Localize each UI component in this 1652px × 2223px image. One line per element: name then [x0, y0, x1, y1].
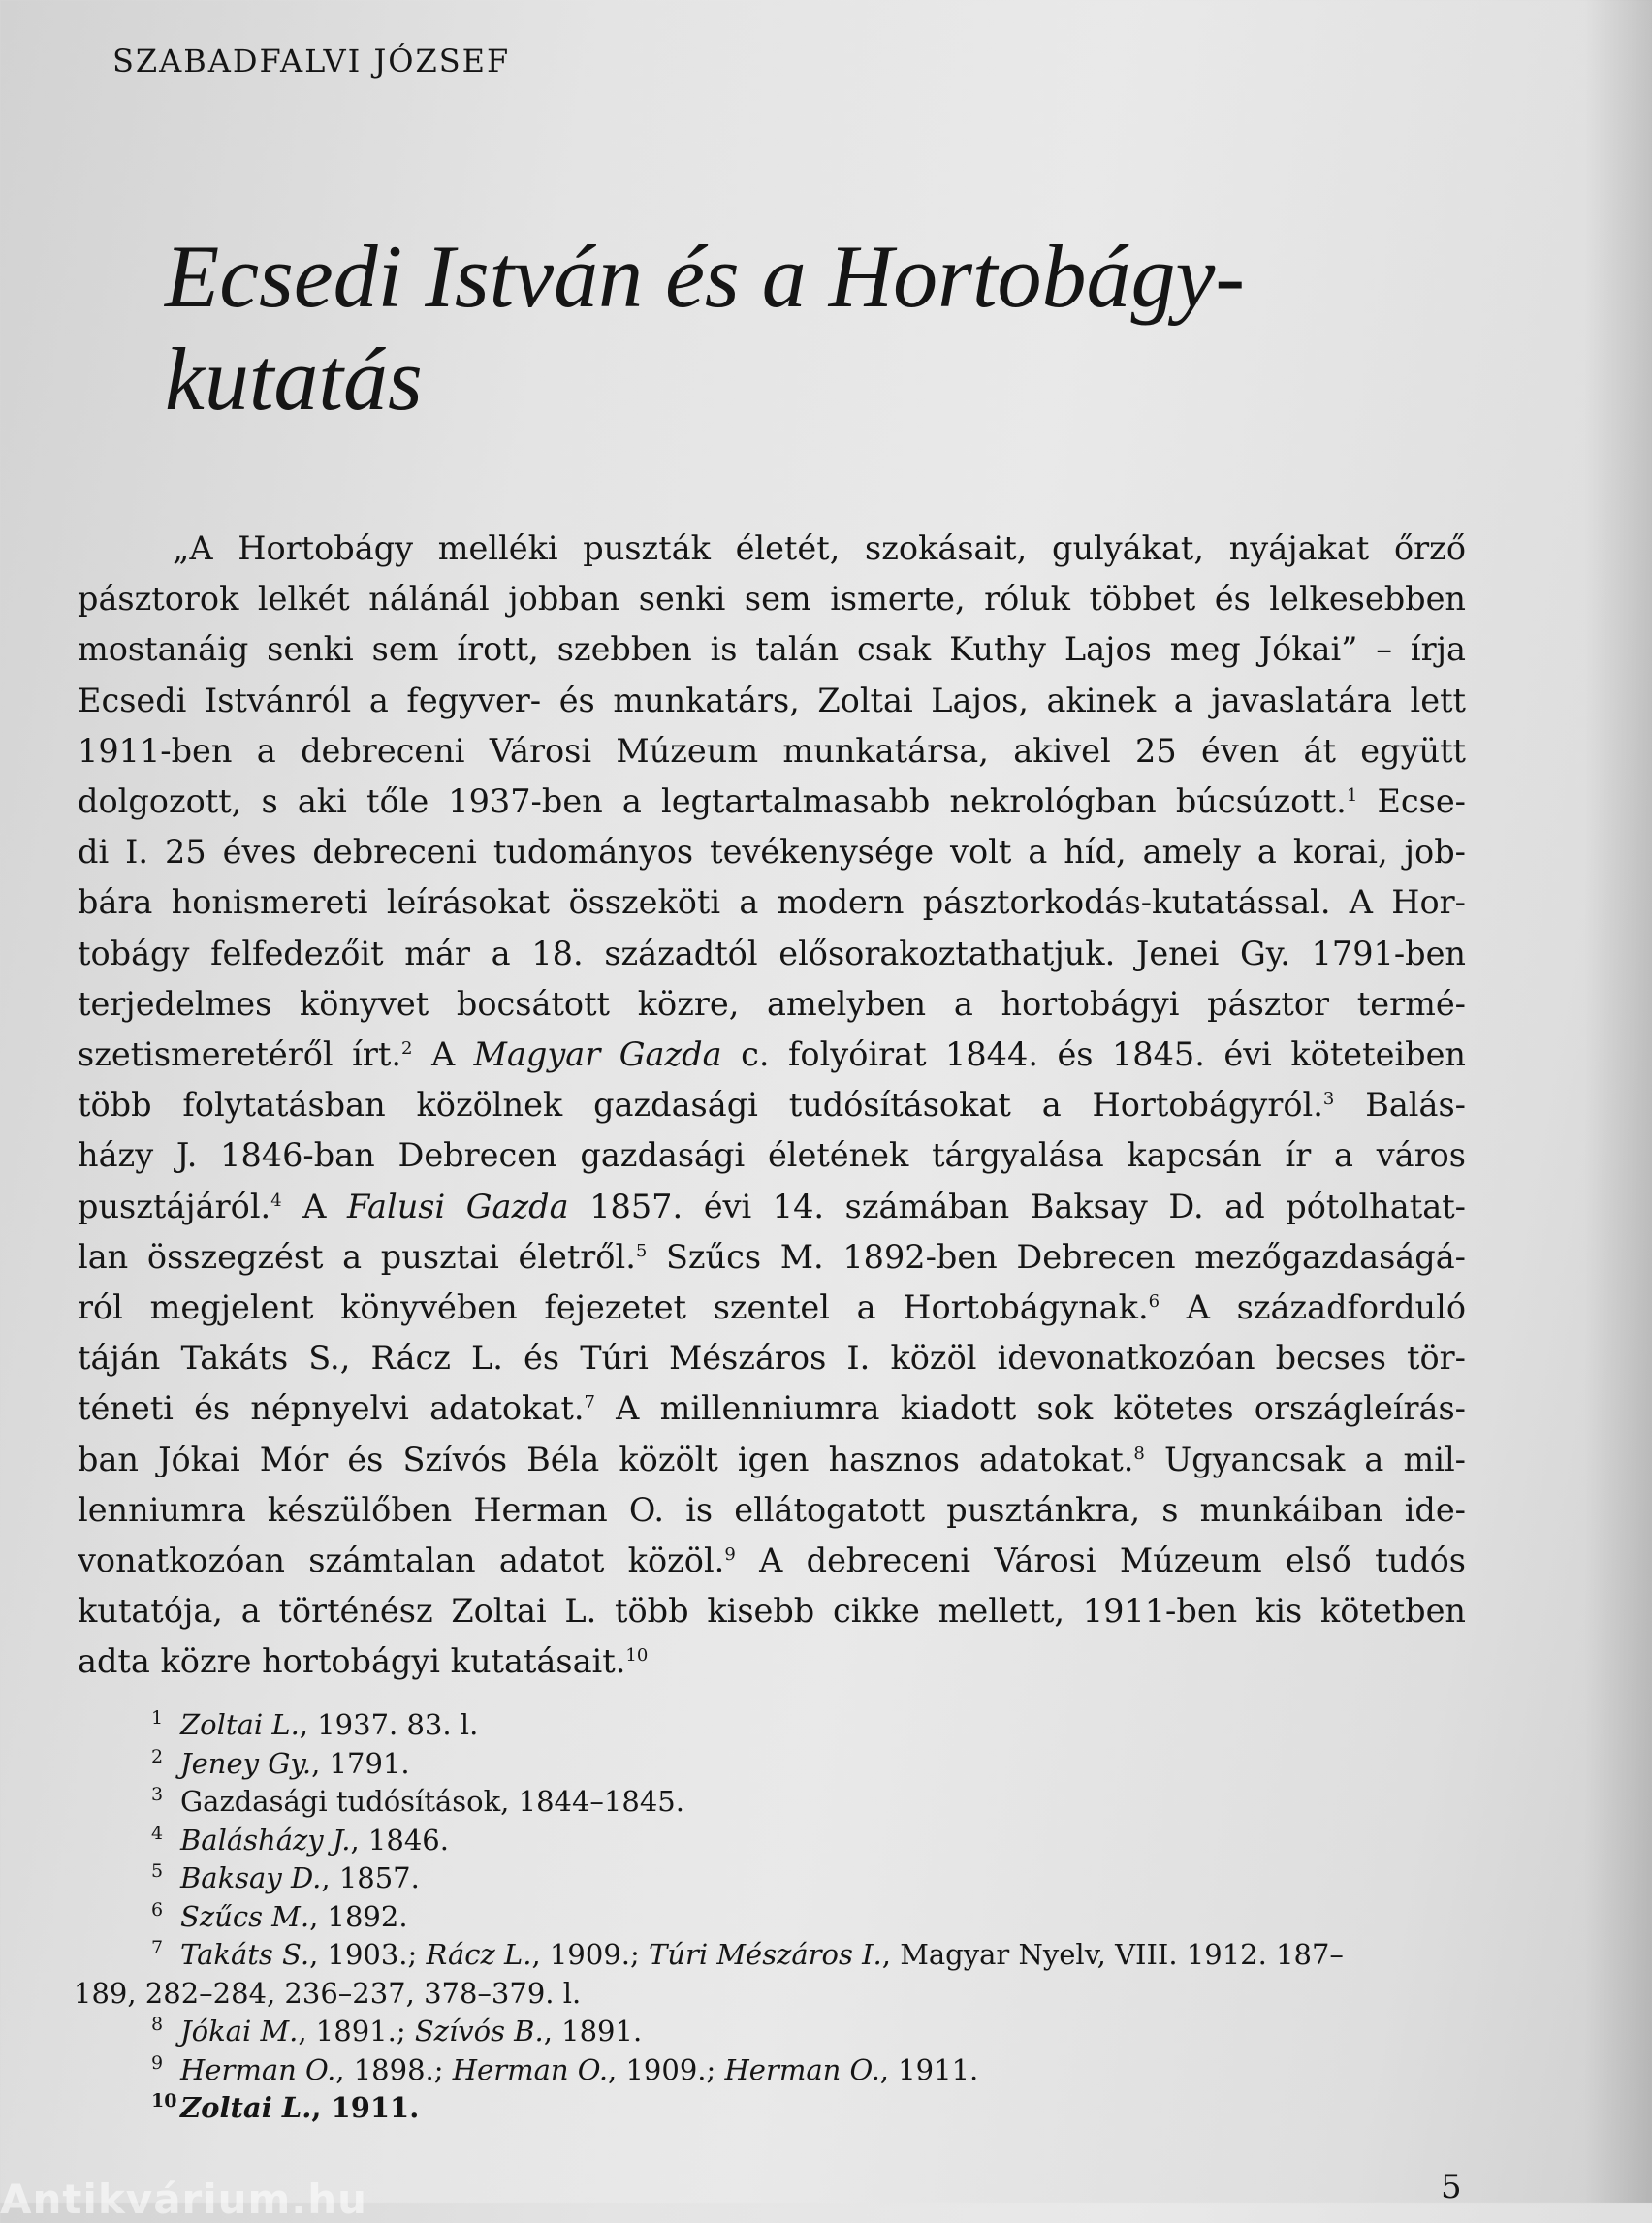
body-line: lenniumra készülőben Herman O. is ellátogatott pusztánkra, s munkáiban ide- — [78, 1490, 1466, 1529]
body-line: lan összegzést a pusztai életről.$^5$ Szűcs M. 1892-ben Debrecen mezőgazdaságá- — [78, 1237, 1466, 1276]
body-line: mostanáig senki sem írott, szebben is talán csak Kuthy Lajos meg Jókai” – írja — [78, 630, 1466, 669]
footnote-item: 2 Jeney Gy., 1791. — [151, 1745, 410, 1780]
footnote-ref: 4 — [270, 1190, 282, 1211]
body-line: adta közre hortobágyi kutatásait.$^{10}$ — [78, 1642, 649, 1681]
body-line: több folytatásban közölnek gazdasági tudósításokat a Hortobágyról.$^3$ Balás- — [78, 1086, 1466, 1125]
body-line: 1911-ben a debreceni Városi Múzeum munkatársa, akivel 25 éven át együtt — [78, 731, 1466, 770]
body-line: „A Hortobágy melléki puszták életét, szokásait, gulyákat, nyájakat őrző — [173, 529, 1466, 567]
footnote-ref: 8 — [1133, 1443, 1145, 1464]
footnote-ref: 6 — [1148, 1290, 1160, 1312]
footnote-ref: 7 — [584, 1392, 595, 1413]
body-line: téneti és népnyelvi adatokat.$^7$ A millenniumra kiadott sok kötetes országleírás- — [78, 1389, 1466, 1428]
body-line: ról megjelent könyvében fejezetet szentel a Hortobágynak.$^6$ A századforduló — [78, 1288, 1466, 1327]
body-line: dolgozott, s aki tőle 1937-ben a legtartalmasabb nekrológban búcsúzott.$^1$ Ecse- — [78, 782, 1466, 821]
footnote-ref: 1 — [1346, 784, 1358, 806]
footnote-item: 7 Takáts S., 1903.; Rácz L., 1909.; Túri Mészáros I., Magyar Nyelv, VIII. 1912. 187– 189, 282–284, 236–237, 378–379. l. — [74, 1937, 1344, 2010]
body-line: pusztájáról.$^4$ A Falusi Gazda 1857. évi 14. számában Baksay D. ad pótolhatat- — [78, 1187, 1466, 1225]
body-line: táján Takáts S., Rácz L. és Túri Mészáros I. közöl idevonatkozóan becses tör- — [78, 1339, 1466, 1378]
body-line: ban Jókai Mór és Szívós Béla közölt igen hasznos adatokat.$^8$ Ugyancsak a mil- — [78, 1440, 1466, 1478]
body-line: bára honismereti leírásokat összeköti a modern pásztorkodás-kutatással. A Hor- — [78, 883, 1466, 922]
body-line: di I. 25 éves debreceni tudományos tevékenysége volt a híd, amely a korai, job- — [78, 833, 1466, 872]
footnote-ref: 5 — [635, 1240, 648, 1261]
body-line: Ecsedi Istvánról a fegyver- és munkatárs, Zoltai Lajos, akinek a javaslatára lett — [78, 681, 1466, 719]
body-line: pásztorok lelkét nálánál jobban senki sem ismerte, róluk többet és lelkesebben — [78, 580, 1466, 619]
body-line: vonatkozóan számtalan adatot közöl.$^9$ A debreceni Városi Múzeum első tudós — [78, 1541, 1466, 1580]
article-body — [78, 524, 1466, 1688]
watermark: Antikvárium.hu — [0, 2175, 368, 2223]
footnote-ref: 9 — [724, 1543, 736, 1565]
body-line: tobágy felfedezőit már a 18. századtól elősorakoztathatjuk. Jenei Gy. 1791-ben — [78, 934, 1466, 972]
footnote-item: 4 Balásházy J., 1846. — [151, 1822, 449, 1857]
footnote-item: 8 Jókai M., 1891.; Szívós B., 1891. — [151, 2014, 643, 2048]
body-line: házy J. 1846-ban Debrecen gazdasági életének tárgyalása kapcsán ír a város — [78, 1136, 1466, 1175]
footnote-ref: 10 — [625, 1645, 649, 1667]
body-line: szetismeretéről írt.$^2$ A Magyar Gazda c. folyóirat 1844. és 1845. évi köteteiben — [78, 1035, 1466, 1074]
page-edge-shadow — [1584, 0, 1652, 2203]
footnote-item: 5 Baksay D., 1857. — [151, 1860, 420, 1894]
footnote-ref: 2 — [401, 1037, 413, 1059]
body-line: terjedelmes könyvet bocsátott közre, amelyben a hortobágyi pásztor termé- — [78, 984, 1466, 1023]
running-head-author: SZABADFALVI JÓZSEF — [112, 43, 511, 79]
footnote-item: 9 Herman O., 1898.; Herman O., 1909.; Herman O., 1911. — [151, 2051, 979, 2086]
body-line: kutatója, a történész Zoltai L. több kisebb cikke mellett, 1911-ben kis kötetben — [78, 1592, 1466, 1631]
footnote-item: 6 Szűcs M., 1892. — [151, 1898, 408, 1933]
article-title: Ecsedi István és a Hortobágy-kutatás — [165, 227, 1245, 429]
footnote-item: 3 Gazdasági tudósítások, 1844–1845. — [151, 1784, 684, 1818]
footnotes — [74, 1706, 1470, 2128]
footnote-item: 1 Zoltai L., 1937. 83. l. — [151, 1707, 479, 1741]
page-number: 5 — [1441, 2168, 1462, 2207]
footnote-ref: 3 — [1322, 1089, 1335, 1110]
footnote-item: 10 Zoltai L., 1911. — [151, 2090, 420, 2124]
